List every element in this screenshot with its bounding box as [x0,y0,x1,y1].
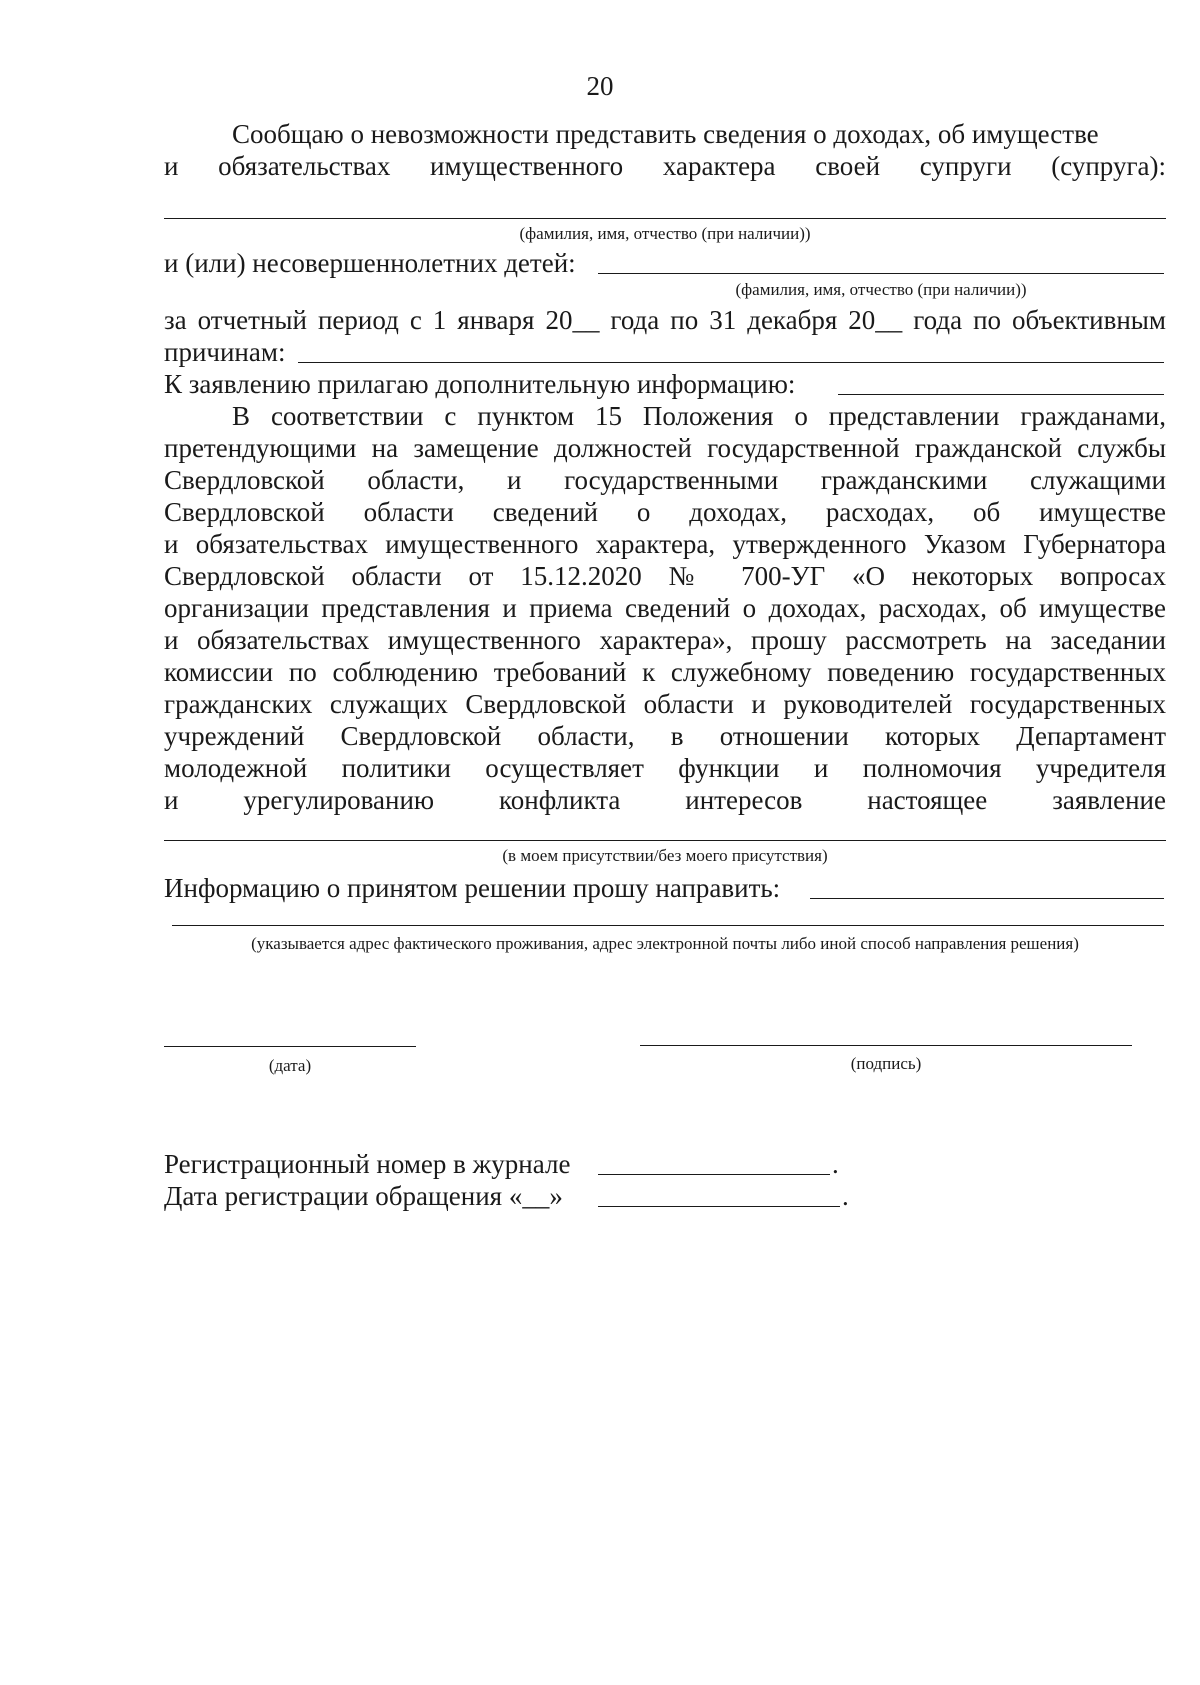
registration-date-label: Дата регистрации обращения «__» [164,1181,563,1211]
date-field[interactable] [164,1046,416,1047]
presence-field[interactable] [164,840,1166,841]
paragraph-line: организации представления и приема сведений о доходах, расходах, об имуществе [164,593,1166,623]
reasons-field[interactable] [298,362,1164,363]
paragraph-line: гражданских служащих Свердловской области и руководителей государственных [164,689,1166,719]
children-label: и (или) несовершеннолетних детей: [164,248,576,278]
paragraph-line: Свердловской области сведений о доходах, расходах, об имуществе [164,497,1166,527]
decision-label: Информацию о принятом решении прошу направить: [164,873,781,903]
intro-line-2: и обязательствах имущественного характера своей супруги (супруга): [164,151,1166,181]
paragraph-line: В соответствии с пунктом 15 Положения о представлении гражданами, [232,401,1166,431]
attachment-field[interactable] [838,394,1164,395]
date-caption: (дата) [268,1056,312,1075]
signature-caption: (подпись) [850,1054,922,1073]
paragraph-line: и урегулированию конфликта интересов настоящее заявление [164,785,1166,815]
presence-caption: (в моем присутствии/без моего присутствия) [502,846,828,865]
paragraph-line: претендующими на замещение должностей государственной гражданской службы [164,433,1166,463]
intro-line-1: Сообщаю о невозможности представить сведения о доходах, об имуществе [232,119,1099,149]
reporting-period-line: за отчетный период с 1 января 20__ года по 31 декабря 20__ года по объективным [164,305,1166,335]
paragraph-line: и обязательствах имущественного характера», прошу рассмотреть на заседании [164,625,1166,655]
children-name-caption: (фамилия, имя, отчество (при наличии)) [735,280,1027,299]
paragraph-line: учреждений Свердловской области, в отношении которых Департамент [164,721,1166,751]
registration-date-field[interactable] [598,1206,840,1207]
paragraph-line: Свердловской области, и государственными гражданскими служащими [164,465,1166,495]
spouse-name-field[interactable] [164,218,1166,219]
paragraph-line: комиссии по соблюдению требований к служебному поведению государственных [164,657,1166,687]
paragraph-line: Свердловской области от 15.12.2020 № 700-УГ «О некоторых вопросах [164,561,1166,591]
decision-field-2[interactable] [172,925,1164,926]
paragraph-line: и обязательствах имущественного характера, утвержденного Указом Губернатора [164,529,1166,559]
registration-number-label: Регистрационный номер в журнале [164,1149,571,1179]
attachment-label: К заявлению прилагаю дополнительную информацию: [164,369,796,399]
spouse-name-caption: (фамилия, имя, отчество (при наличии)) [519,224,811,243]
registration-number-terminator: . [832,1149,839,1179]
paragraph-line: молодежной политики осуществляет функции и полномочия учредителя [164,753,1166,783]
signature-field[interactable] [640,1045,1132,1046]
decision-caption: (указывается адрес фактического проживания, адрес электронной почты либо иной способ направления решения) [251,934,1079,953]
registration-date-terminator: . [842,1181,849,1211]
decision-field-1[interactable] [810,898,1164,899]
registration-number-field[interactable] [598,1174,830,1175]
page-number: 20 [586,71,614,101]
reasons-label: причинам: [164,337,286,367]
children-name-field[interactable] [598,273,1164,274]
